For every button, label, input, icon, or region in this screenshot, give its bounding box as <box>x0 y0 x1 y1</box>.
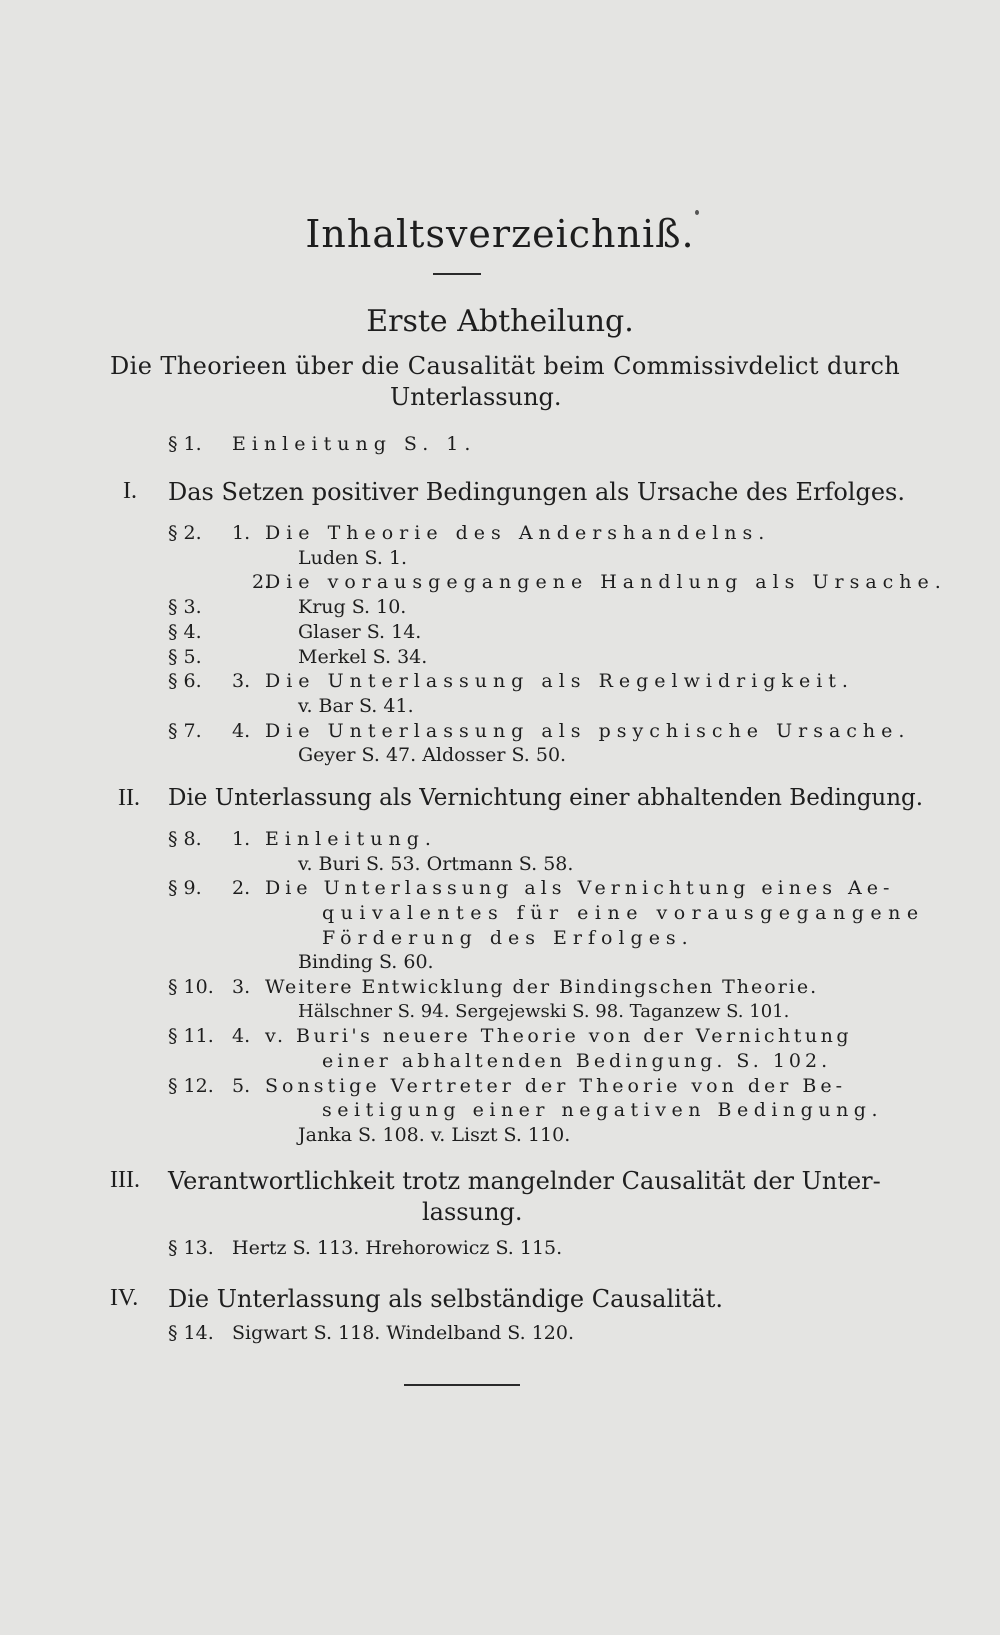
toc-para-number: § 6. <box>168 670 202 692</box>
toc-para-number: § 8. <box>168 828 202 850</box>
toc-entry-author: Hertz S. 113. Hrehorowicz S. 115. <box>232 1237 563 1259</box>
toc-para-number: § 11. <box>168 1025 214 1047</box>
toc-entry: Einleitung. <box>265 828 437 850</box>
section-numeral-i: I. <box>123 478 137 504</box>
toc-item-number: 2. <box>232 877 251 899</box>
toc-entry-author: Krug S. 10. <box>298 596 407 618</box>
toc-item-number: 2. <box>252 571 271 593</box>
toc-entry-author: Janka S. 108. v. Liszt S. 110. <box>298 1124 571 1146</box>
toc-entry-author: v. Bar S. 41. <box>298 695 414 717</box>
toc-item-number: 4. <box>232 1025 251 1047</box>
toc-para-number: § 12. <box>168 1075 214 1097</box>
toc-item-number: 1. <box>232 522 251 544</box>
toc-para-number: § 14. <box>168 1322 214 1344</box>
section-heading-iii-continued: lassung. <box>422 1198 523 1226</box>
title-rule <box>433 273 481 275</box>
toc-entry-continued: Förderung des Erfolges. <box>322 927 694 949</box>
toc-entry: Weitere Entwicklung der Bindingschen Theorie. <box>265 976 819 998</box>
ink-spot <box>695 210 699 215</box>
toc-entry-author: Hälschner S. 94. Sergejewski S. 98. Taganzew S. 101. <box>298 1001 790 1022</box>
toc-entry-continued: einer abhaltenden Bedingung. S. 102. <box>322 1050 832 1072</box>
closing-rule <box>404 1384 520 1386</box>
toc-item-number: 3. <box>232 976 251 998</box>
toc-entry-continued: quivalentes für eine vorausgegangene <box>322 902 925 924</box>
toc-entry-author: Merkel S. 34. <box>298 646 428 668</box>
part-title: Erste Abtheilung. <box>366 304 634 339</box>
toc-entry-author: Sigwart S. 118. Windelband S. 120. <box>232 1322 575 1344</box>
toc-entry-author: Binding S. 60. <box>298 951 434 973</box>
toc-item-number: 5. <box>232 1075 251 1097</box>
intro-entry: Einleitung S. 1. <box>232 433 477 455</box>
toc-para-number: § 2. <box>168 522 202 544</box>
toc-entry: Die vorausgegangene Handlung als Ursache. <box>265 571 947 593</box>
toc-entry: v. Buri's neuere Theorie von der Vernichtung <box>265 1025 853 1047</box>
toc-para-number: § 3. <box>168 596 202 618</box>
toc-entry-author: Luden S. 1. <box>298 547 408 569</box>
section-heading-iii: Verantwortlichkeit trotz mangelnder Causalität der Unter- <box>168 1167 881 1195</box>
subtitle-line-1: Die Theorieen über die Causalität beim Commissivdelict durch <box>110 352 901 380</box>
toc-entry-author: v. Buri S. 53. Ortmann S. 58. <box>298 853 574 875</box>
section-numeral-iii: III. <box>110 1167 140 1193</box>
toc-entry: Die Unterlassung als Regelwidrigkeit. <box>265 670 854 692</box>
intro-paragraph-number: § 1. <box>168 433 202 455</box>
toc-item-number: 3. <box>232 670 251 692</box>
section-numeral-iv: IV. <box>110 1285 139 1311</box>
toc-entry: Die Unterlassung als psychische Ursache. <box>265 720 911 742</box>
section-heading-ii: Die Unterlassung als Vernichtung einer abhaltenden Bedingung. <box>168 785 924 811</box>
toc-entry: Die Theorie des Andershandelns. <box>265 522 771 544</box>
toc-entry-continued: seitigung einer negativen Bedingung. <box>322 1099 884 1121</box>
subtitle-line-2: Unterlassung. <box>390 383 562 411</box>
toc-item-number: 1. <box>232 828 251 850</box>
toc-para-number: § 13. <box>168 1237 214 1259</box>
section-heading-i: Das Setzen positiver Bedingungen als Ursache des Erfolges. <box>168 478 905 506</box>
toc-para-number: § 7. <box>168 720 202 742</box>
toc-entry-author: Geyer S. 47. Aldosser S. 50. <box>298 744 567 766</box>
toc-para-number: § 10. <box>168 976 214 998</box>
section-numeral-ii: II. <box>118 785 140 811</box>
toc-entry: Sonstige Vertreter der Theorie von der Be- <box>265 1075 847 1097</box>
toc-item-number: 4. <box>232 720 251 742</box>
toc-entry-author: Glaser S. 14. <box>298 621 422 643</box>
section-heading-iv: Die Unterlassung als selbständige Causalität. <box>168 1285 724 1313</box>
toc-para-number: § 5. <box>168 646 202 668</box>
toc-para-number: § 9. <box>168 877 202 899</box>
page-title: Inhaltsverzeichniß. <box>305 212 695 256</box>
toc-para-number: § 4. <box>168 621 202 643</box>
toc-entry: Die Unterlassung als Vernichtung eines Ae- <box>265 877 895 899</box>
